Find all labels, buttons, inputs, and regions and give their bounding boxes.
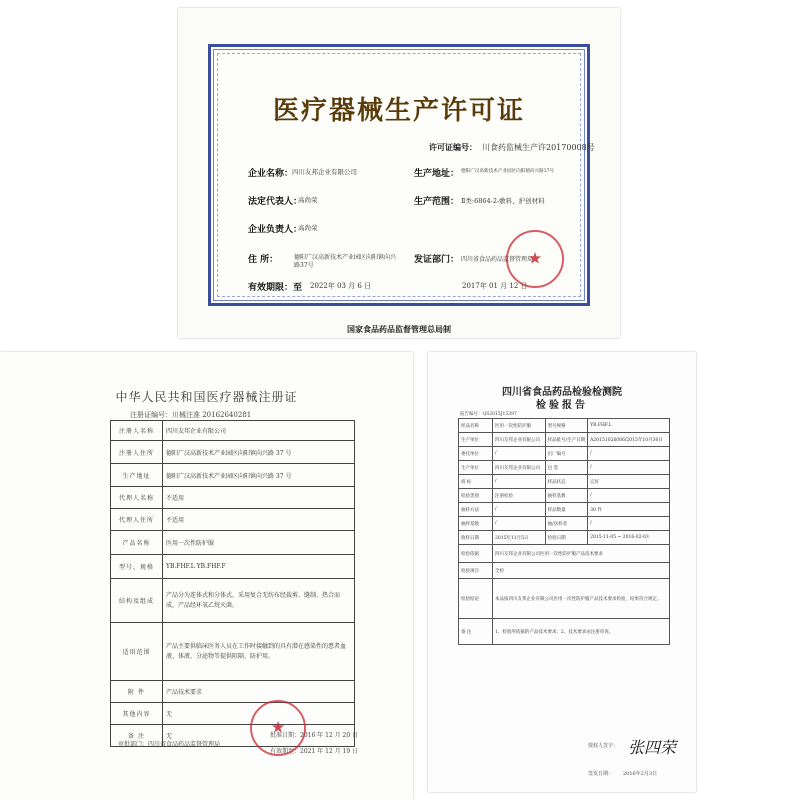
registration-stamp: ★	[250, 700, 306, 756]
table-row: 生产单位 四川友邦企业有限公司 包 装 /	[459, 461, 670, 475]
company-name: 四川友邦企业有限公司	[292, 168, 357, 176]
table-row: 结构及组成 产品分为连体式和分体式，采用复合无纺布经裁剪、缝制、热合而成，产品经环氧乙烷灭菌。	[111, 579, 355, 623]
table-row: 备 注 无	[111, 725, 355, 747]
table-row: 附 件 产品技术要求	[111, 681, 355, 703]
issue-date: 2017年 01 月 12 日	[462, 282, 528, 290]
license-footer: 国家食品药品监督管理总局制	[347, 325, 451, 334]
inspection-institute: 四川省食品药品检验检测院	[502, 387, 622, 398]
registration-number: 注册证编号：川械注准 20162640281	[130, 411, 252, 419]
decorative-border	[208, 44, 595, 306]
principal: 高尚荣	[298, 224, 318, 232]
report-number: 报告编号：QS2015J15397	[460, 412, 517, 417]
registration-title: 中华人民共和国医疗器械注册证	[115, 390, 298, 404]
issuer-label: 发证部门：	[414, 255, 460, 265]
issuer: 四川省食品药品监督管理局	[461, 256, 534, 263]
table-row: 商 标 / 样品状态 完好	[459, 475, 670, 489]
license-title: 医疗器械生产许可证	[272, 96, 525, 126]
table-row: 型号、规格 YB.FHF.L YB.FHF.F	[111, 555, 355, 579]
permit-no: 川食药监械生产许20170008号	[482, 143, 595, 152]
registration-certificate	[0, 352, 413, 800]
table-row: 代理人名称 不适用	[111, 487, 355, 509]
table-row: 检验项目 全检	[459, 563, 670, 579]
production-address: 德阳广汉高新技术产业园区向阳镇向兴路37号	[461, 169, 555, 174]
legal-rep: 高尚荣	[298, 196, 318, 204]
report-title: 检验报告	[536, 400, 588, 411]
table-row: 收样日期 2015年11月5日 检验日期 2015-11-05 ~ 2016-02-03	[459, 531, 670, 545]
table-row: 样品名称 医用一次性防护服 型号规格 YB.FHF.L	[459, 419, 670, 433]
table-row: 产品名称 医用一次性防护服	[111, 531, 355, 555]
table-row: 检验类别 注册检验 抽样基数 /	[459, 489, 670, 503]
table-row: 备 注 1、检验所依据的产品技术要求；2、技术要求由注册审查。	[459, 619, 670, 645]
official-stamp: ★	[506, 230, 564, 288]
principal-label: 企业负责人：	[248, 225, 303, 235]
valid-label: 有效期限：至	[248, 283, 303, 293]
residence-label: 住 所：	[248, 255, 279, 265]
table-row: 注册人住所 德阳广汉高新技术产业园区向阳镇向兴路 37 号	[111, 441, 355, 464]
valid-until: 2022年 03 月 6 日	[310, 282, 372, 290]
table-row: 注册人名称 四川友邦企业有限公司	[111, 421, 355, 441]
table-row: 生产单位 四川友邦企业有限公司 样品批号/生产日期 A20151026006/2015年10月30日	[459, 433, 670, 447]
table-row: 抽样方法 / 样品数量 30 件	[459, 503, 670, 517]
table-row: 抽样基数 / 抽/送样者 /	[459, 517, 670, 531]
table-row: 检验结论 本品按四川友邦企业有限公司医用一次性防护服产品技术要求检验，结果符合规定。	[459, 579, 670, 619]
issue-date-label: 签发日期：	[588, 771, 614, 777]
scope-label: 生产范围：	[414, 197, 460, 207]
approver-signature: 张四荣	[628, 738, 677, 757]
residence: 德阳广汉高新技术产业园区向阳镇向兴路37号	[294, 254, 397, 269]
table-row: 适用范围 产品主要供临床医务人员在工作时接触到的具有潜在感染性的患者血液、体液、分泌物等提供阻隔、防护用。	[111, 623, 355, 681]
table-row: 代理人住所 不适用	[111, 509, 355, 531]
production-address-label: 生产地址：	[414, 169, 460, 179]
approval-department: 审批部门：四川省食品药品监督管理局	[118, 741, 221, 748]
permit-no-label: 许可证编号：	[429, 143, 477, 152]
table-row: 其他内容 无	[111, 703, 355, 725]
inspection-report	[428, 352, 696, 792]
inspection-table	[458, 418, 670, 645]
table-row: 委托单位 / 出厂编号 /	[459, 447, 670, 461]
table-row: 检验依据 四川友邦企业有限公司医用一次性防护服产品技术要求	[459, 545, 670, 563]
table-row: 生产地址 德阳广汉高新技术产业园区向阳镇向兴路 37 号	[111, 464, 355, 487]
scope: Ⅱ类:6864-2-敷料、护创材料	[461, 197, 545, 205]
registration-table	[110, 420, 355, 747]
valid-until-date: 有效期至：2021 年 12 月 19 日	[270, 748, 359, 755]
approval-date: 批准日期：2016 年 12 月 20 日	[270, 732, 359, 739]
production-license-certificate	[178, 8, 620, 338]
approver-label: 授权人签字：	[588, 743, 619, 749]
issue-date: 2016年2月3日	[623, 771, 658, 777]
company-label: 企业名称：	[248, 169, 294, 179]
legal-rep-label: 法定代表人：	[248, 197, 303, 207]
